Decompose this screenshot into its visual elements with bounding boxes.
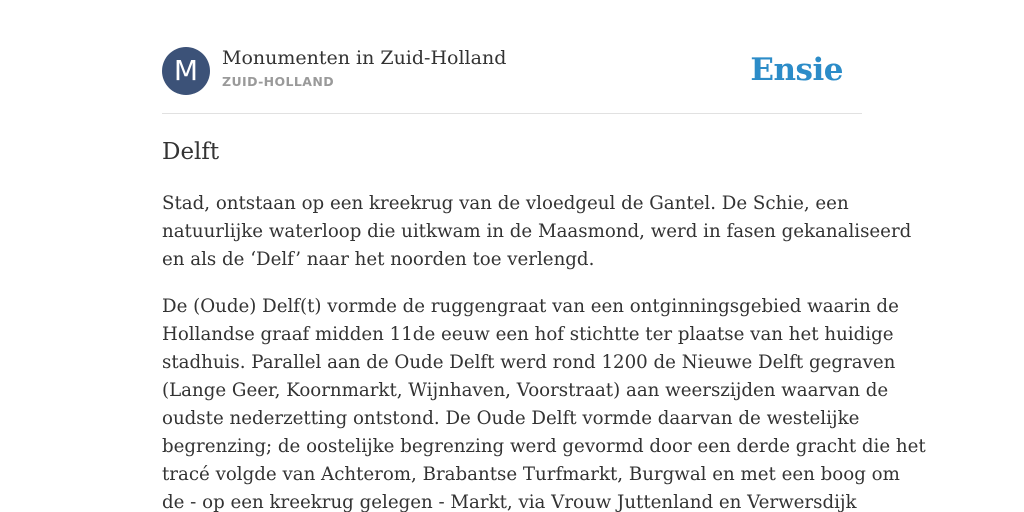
article-body (162, 190, 926, 512)
collection-avatar[interactable]: M (162, 47, 210, 95)
collection-header (162, 46, 862, 96)
text-line: de - op een kreekrug gelegen - Markt, via Vrouw Juttenland en Verwersdijk (162, 492, 857, 512)
text-line: en als de ‘Delf’ naar het noorden toe verlengd. (162, 249, 595, 270)
text-line: oudste nederzetting ontstond. De Oude Delft vormde daarvan de westelijke (162, 408, 860, 429)
article-title: Delft (162, 139, 220, 165)
text-line: natuurlijke waterloop die uitkwam in de Maasmond, werd in fasen gekanaliseerd (162, 221, 912, 242)
brand-logo[interactable]: Ensie (750, 52, 843, 88)
text-line: stadhuis. Parallel aan de Oude Delft werd rond 1200 de Nieuwe Delft gegraven (162, 352, 896, 373)
text-line: tracé volgde van Achterom, Brabantse Turfmarkt, Burgwal en met een boog om (162, 464, 900, 485)
header-divider (162, 113, 862, 114)
collection-title[interactable]: Monumenten in Zuid-Holland (222, 47, 507, 69)
text-line: (Lange Geer, Koornmarkt, Wijnhaven, Voorstraat) aan weerszijden waarvan de (162, 380, 889, 401)
collection-subtitle[interactable]: ZUID-HOLLAND (222, 74, 334, 89)
text-line: Hollandse graaf midden 11de eeuw een hof stichtte ter plaatse van het huidige (162, 324, 894, 345)
paragraph-1 (162, 190, 912, 274)
text-line: De (Oude) Delf(t) vormde de ruggengraat van een ontginningsgebied waarin de (162, 296, 899, 317)
paragraph-2 (162, 293, 926, 512)
text-line: begrenzing; de oostelijke begrenzing werd gevormd door een derde gracht die het (162, 436, 926, 457)
text-line: Stad, ontstaan op een kreekrug van de vloedgeul de Gantel. De Schie, een (162, 193, 849, 214)
